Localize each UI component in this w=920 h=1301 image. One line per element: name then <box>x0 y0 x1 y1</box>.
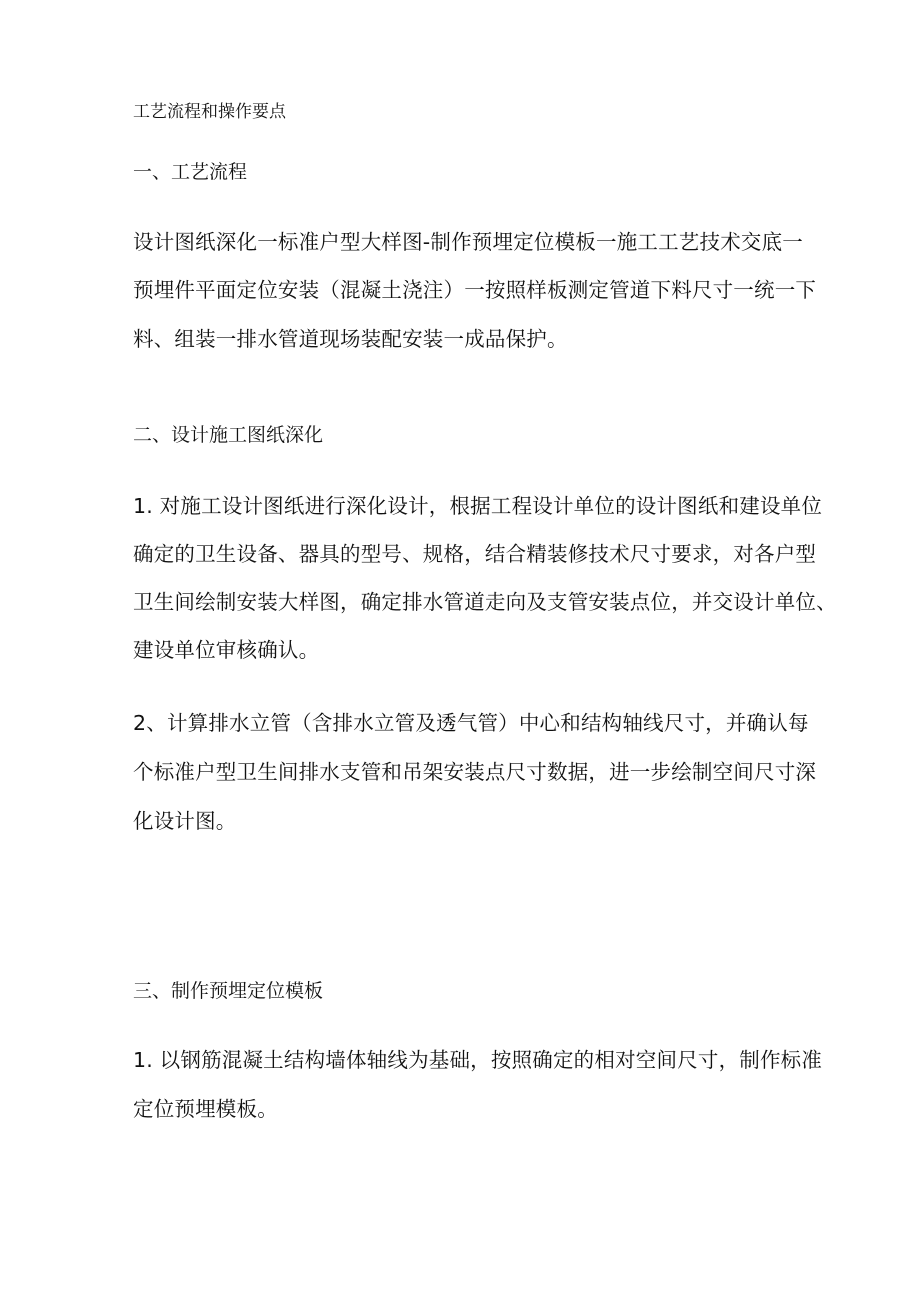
paragraph-line: 化设计图。 <box>133 809 237 833</box>
document-title: 工艺流程和操作要点 <box>133 102 286 122</box>
paragraph-line: 卫生间绘制安装大样图，确定排水管道走向及支管安装点位，并交设计单位、 <box>133 590 837 614</box>
paragraph-line: 个标准户型卫生间排水支管和吊架安装点尺寸数据，进一步绘制空间尺寸深 <box>133 760 817 784</box>
paragraph-line: 设计图纸深化一标准户型大样图-制作预埋定位模板一施工工艺技术交底一 <box>133 230 803 254</box>
section-heading-design-drawings: 二、设计施工图纸深化 <box>133 424 324 446</box>
paragraph-line: 预埋件平面定位安装（混凝土浇注）一按照样板测定管道下料尺寸一统一下 <box>133 278 817 302</box>
section-heading-template: 三、制作预埋定位模板 <box>133 980 324 1002</box>
paragraph-line: 2、计算排水立管（含排水立管及透气管）中心和结构轴线尺寸，并确认每 <box>133 711 809 735</box>
paragraph-line: 定位预埋模板。 <box>133 1097 278 1121</box>
paragraph-line: 料、组装一排水管道现场装配安装一成品保护。 <box>133 327 568 351</box>
section-heading-process: 一、工艺流程 <box>133 161 248 183</box>
paragraph-line: 1. 对施工设计图纸进行深化设计，根据工程设计单位的设计图纸和建设单位 <box>133 494 823 518</box>
paragraph-line: 建设单位审核确认。 <box>133 638 320 662</box>
paragraph-line: 确定的卫生设备、器具的型号、规格，结合精装修技术尺寸要求，对各户型 <box>133 542 817 566</box>
paragraph-line: 1. 以钢筋混凝土结构墙体轴线为基础，按照确定的相对空间尺寸，制作标准 <box>133 1048 823 1072</box>
